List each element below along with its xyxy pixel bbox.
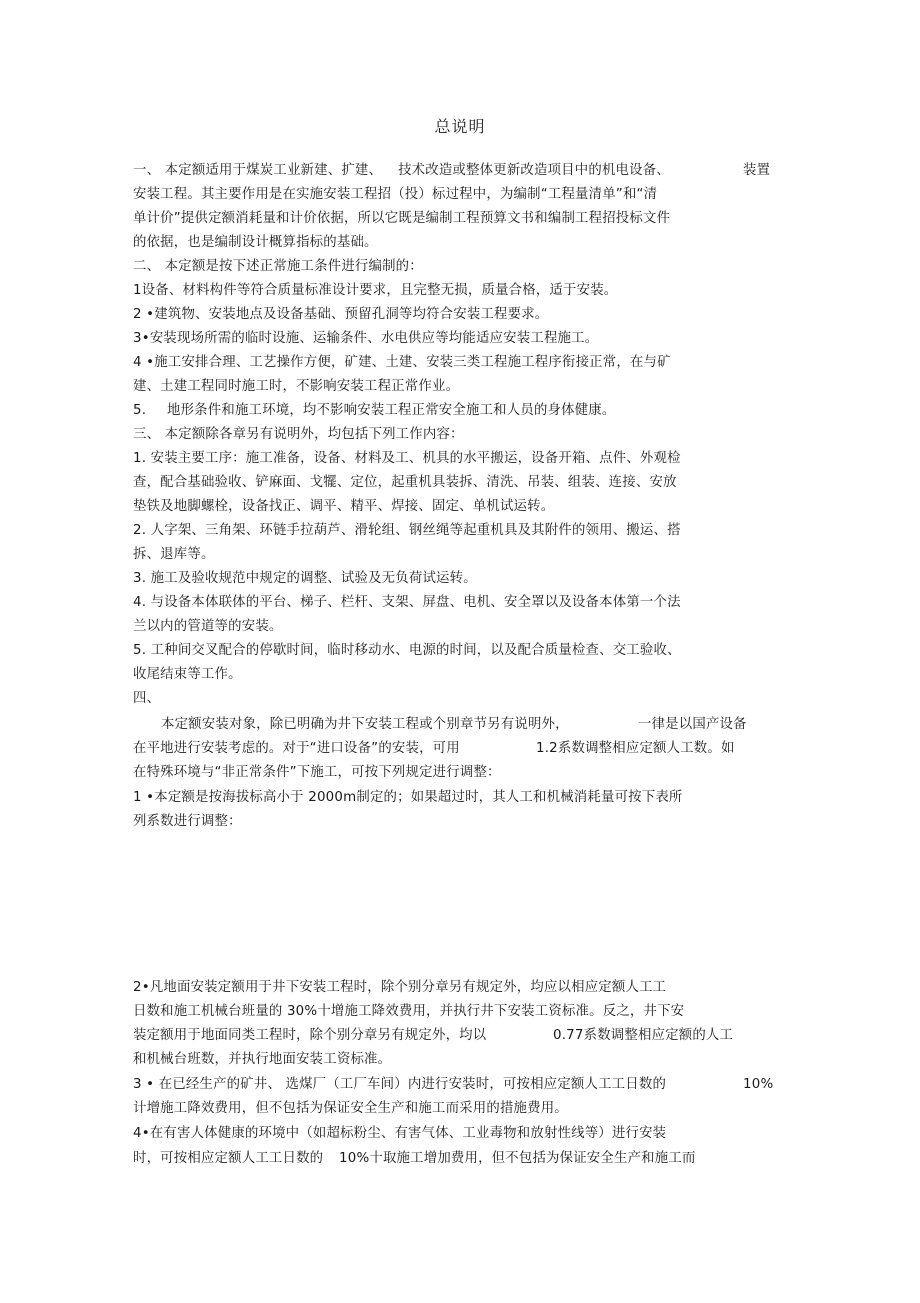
- text-line: 5. 工种间交叉配合的停歇时间，临时移动水、电源的时间，以及配合质量检查、交工验收、: [133, 643, 681, 658]
- text-line: 列系数进行调整：: [133, 814, 242, 829]
- text-line: 二、 本定额是按下述正常施工条件进行编制的：: [133, 259, 423, 274]
- text-line: 4•在有害人体健康的环境中（如超标粉尘、有害气体、工业毒物和放射性线等）进行安装: [133, 1126, 667, 1141]
- text-line: 查，配合基础验收、铲麻面、戈犤、定位，起重机具装拆、清洗、吊装、组装、连接、安放: [133, 475, 677, 490]
- text-line: 装定额用于地面同类工程时，除个别分章另有规定外，均以: [133, 1028, 487, 1043]
- text-line: 1.2系数调整相应定额人工数。如: [536, 741, 735, 756]
- text-line: 时，可按相应定额人工工日数的: [133, 1151, 324, 1166]
- text-segment: 技术改造或整体更新改造项目中的机电设备、: [398, 163, 670, 178]
- text-line: 单计价”提供定额消耗量和计价依据，所以它既是编制工程预算文书和编制工程招投标文件: [133, 211, 671, 226]
- text-line: 装置: [743, 163, 771, 178]
- text-line: 拆、退库等。: [133, 547, 215, 562]
- text-line: 和机械台班数，并执行地面安装工资标准。: [133, 1052, 392, 1067]
- text-line: 3•安装现场所需的临时设施、运输条件、水电供应等均能适应安装工程施工。: [133, 331, 599, 346]
- text-line: 在特殊环境与“非正常条件”下施工，可按下列规定进行调整：: [133, 765, 501, 780]
- text-line: 1 •本定额是按海拔标高小于 2000m制定的；如果超过时，其人工和机械消耗量可按下表所: [133, 790, 683, 805]
- text-line: [133, 162, 670, 180]
- text-line: 1设备、材料构件等符合质量标准设计要求，且完整无损，质量合格，适于安装。: [133, 283, 618, 298]
- text-line: 兰以内的管道等的安装。: [133, 619, 283, 634]
- text-line: 收尾结束等工作。: [133, 667, 242, 682]
- text-line: 地形条件和施工环境，均不影响安装工程正常安全施工和人员的身体健康。: [167, 403, 616, 418]
- text-line: 2. 人字架、三角架、环链手拉葫芦、滑轮组、钢丝绳等起重机具及其附件的领用、搬运、搭: [133, 523, 681, 538]
- text-line: 一律是以国产设备: [638, 717, 747, 732]
- text-line: 垫铁及地脚螺栓，设备找正、调平、精平、焊接、固定、单机试运转。: [133, 499, 555, 514]
- text-line: 四、: [133, 691, 161, 706]
- text-line: 3 • 在已经生产的矿井、 选煤厂（工厂车间）内进行安装时，可按相应定额人工工日数的: [133, 1077, 667, 1092]
- document-title: 总说明: [434, 117, 486, 136]
- text-line: 4 •施工安排合理、工艺操作方便，矿建、土建、安装三类工程施工程序衔接正常，在与矿: [133, 355, 671, 370]
- text-line: 3. 施工及验收规范中规定的调整、试验及无负荷试运转。: [133, 571, 477, 586]
- text-line: 0.77系数调整相应定额的人工: [553, 1028, 734, 1043]
- text-line: 建、土建工程同时施工时，不影响安装工程正常作业。: [133, 379, 460, 394]
- text-line: 安装工程。其主要作用是在实施安装工程招（投）标过程中，为编制“工程量清单”和“清: [133, 187, 658, 202]
- text-line: 1. 安装主要工序：施工准备，设备、材料及工、机具的水平搬运，设备开箱、点件、外观检: [133, 451, 681, 466]
- text-line: 2 •建筑物、安装地点及设备基础、预留孔洞等均符合安装工程要求。: [133, 307, 549, 322]
- text-line: 2•凡地面安装定额用于井下安装工程时，除个别分章另有规定外，均应以相应定额人工工: [133, 980, 667, 995]
- text-line: 三、 本定额除各章另有说明外，均包括下列工作内容：: [133, 427, 464, 442]
- text-line: 的依据，也是编制设计概算指标的基础。: [133, 235, 378, 250]
- text-line: 5.: [133, 403, 147, 418]
- text-line: 4. 与设备本体联体的平台、梯子、栏杆、支架、屏盘、电机、安全罩以及设备本体第一个法: [133, 595, 681, 610]
- text-segment: 一、 本定额适用于煤炭工业新建、扩建、: [133, 163, 383, 178]
- text-line: 日数和施工机械台班量的 30%十增施工降效费用，并执行井下安装工资标准。反之，井下安: [133, 1004, 685, 1019]
- text-line: 在平地进行安装考虑的。对于“进口设备”的安装，可用: [133, 741, 460, 756]
- text-line: 10%十取施工增加费用，但不包括为保证安全生产和施工而: [339, 1151, 696, 1166]
- text-line: 本定额安装对象，除已明确为井下安装工程或个别章节另有说明外，: [161, 717, 569, 732]
- text-line: 计增施工降效费用，但不包括为保证安全生产和施工而采用的措施费用。: [133, 1101, 568, 1116]
- text-line: 10%: [743, 1077, 774, 1092]
